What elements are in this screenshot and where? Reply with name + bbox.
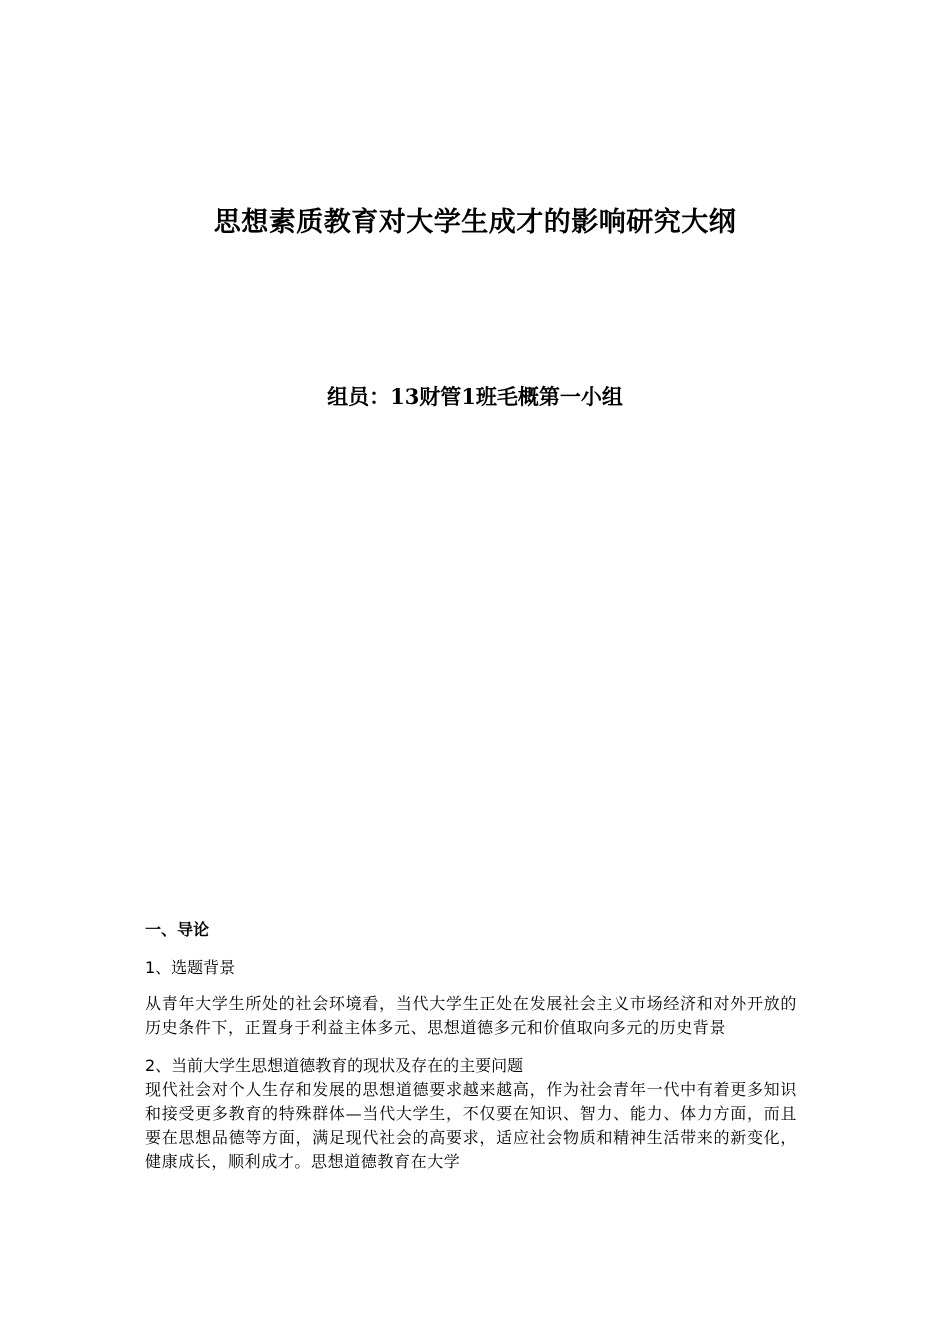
subsection-heading-current-status: 2、当前大学生思想道德教育的现状及存在的主要问题 [145, 1056, 524, 1075]
section-heading-introduction: 一、导论 [145, 920, 210, 939]
document-body [145, 916, 797, 1174]
document-title: 思想素质教育对大学生成才的影响研究大纲 [213, 207, 737, 238]
paragraph-background: 从青年大学生所处的社会环境看，当代大学生正处在发展社会主义市场经济和对外开放的历史条件下，正置身于利益主体多元、思想道德多元和价值取向多元的历史背景 [145, 994, 797, 1037]
paragraph-current-status: 现代社会对个人生存和发展的思想道德要求越来越高，作为社会青年一代中有着更多知识和接受更多教育的特殊群体—当代大学生，不仅要在知识、智力、能力、体力方面，而且要在思想品德等方面，满足现代社会的高要求，适应社会物质和精神生活带来的新变化，健康成长，顺利成才。思想道德教育在大学 [145, 1080, 797, 1171]
subsection-heading-background: 1、选题背景 [145, 958, 236, 977]
group-members-line: 组员：13财管1班毛概第一小组 [327, 384, 623, 409]
